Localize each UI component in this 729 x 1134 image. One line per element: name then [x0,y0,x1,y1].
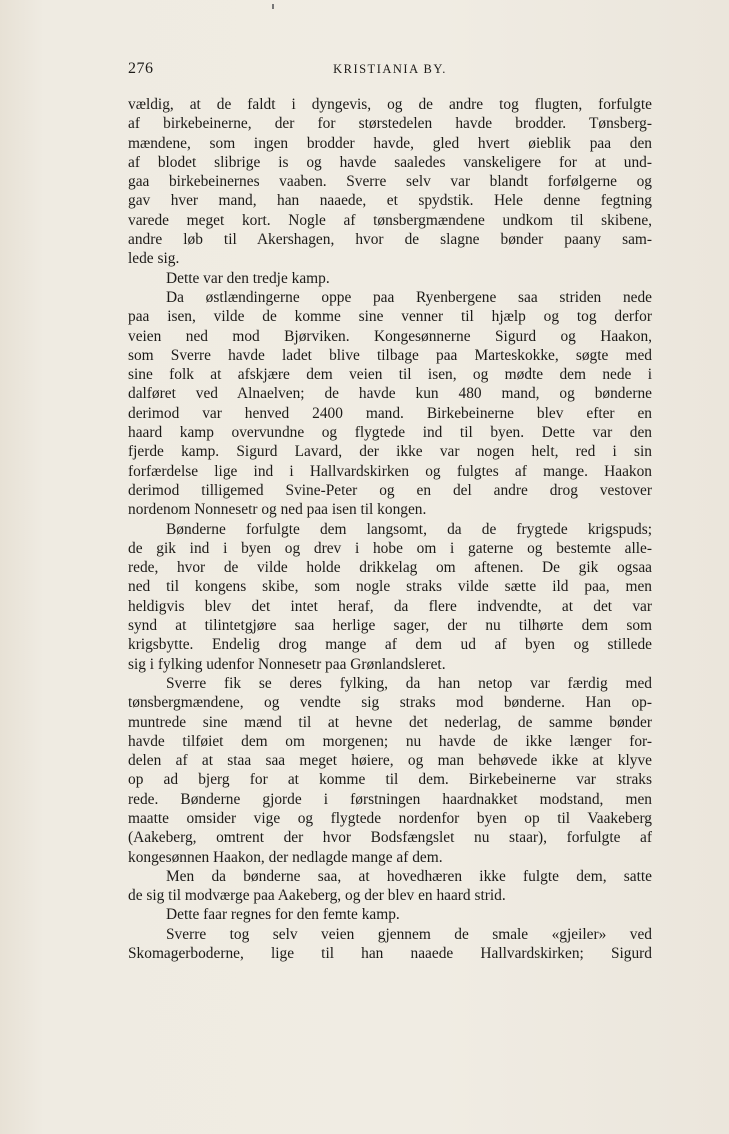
text-line: mændene, som ingen brodder havde, gled hvert øieblik paa den [128,134,652,152]
text-line: Sverre tog selv veien gjennem de smale «gjeiler» ved [166,925,652,943]
text-line: de gik ind i byen og drev i hobe om i gaterne og bestemte alle- [128,539,652,557]
text-line: maatte omsider vige og flygtede nordenfor byen op til Vaakeberg [128,809,652,827]
text-line: Men da bønderne saa, at hovedhæren ikke fulgte dem, satte [166,867,652,885]
text-line: vældig, at de faldt i dyngevis, og de andre tog flugten, forfulgte [128,96,652,113]
text-line: Sverre fik se deres fylking, da han netop var færdig med [166,674,652,692]
text-line: fjerde kamp. Sigurd Lavard, der ikke var nogen helt, red i sin [128,443,652,461]
text-line: lede sig. [128,250,180,268]
text-line: havde tilføiet dem om morgenen; nu havde de ikke længer for- [128,732,652,750]
text-line: synd at tilintetgjøre saa herlige sager, der nu tilhørte dem som [128,617,652,635]
text-line: forfærdelse lige ind i Hallvardskirken og fulgtes af mange. Haakon [128,462,652,480]
text-line: delen af at staa saa meget høiere, og man behøvede ikke at klyve [128,752,652,770]
page-header [128,60,652,82]
text-line: de sig til modværge paa Aakeberg, og der blev en haard strid. [128,887,506,905]
text-line: veien ned mod Bjørviken. Kongesønnerne Sigurd og Haakon, [128,327,652,345]
text-line: gaa birkebeinernes vaaben. Sverre selv var blandt forfølgerne og [128,173,652,191]
text-line: rede, hvor de vilde holde drikkelag om aftenen. De gik ogsaa [128,559,652,577]
text-line: tønsbergmændene, og vendte sig straks mod bønderne. Han op- [128,694,652,712]
scan-speck [272,4,274,9]
text-line: Bønderne forfulgte dem langsomt, da de frygtede krigspuds; [166,520,652,538]
page-number: 276 [128,60,154,77]
text-line: Da østlændingerne oppe paa Ryenbergene saa striden nede [166,288,652,306]
text-line: sine folk at afskjære dem veien til isen, og mødte dem nede i [128,366,652,384]
text-line: paa isen, vilde de komme sine venner til hjælp og tog derfor [128,308,652,326]
text-line: andre løb til Akershagen, hvor de slagne bønder paany sam- [128,231,652,249]
text-line: heldigvis blev det intet heraf, da flere indvendte, at det var [128,597,652,615]
text-line: ned til kongens skibe, som nogle straks vilde sætte ild paa, men [128,578,652,596]
text-line: sig i fylking udenfor Nonnesetr paa Grønlandsleret. [128,655,446,673]
text-line: rede. Bønderne gjorde i førstningen haardnakket modstand, men [128,790,652,808]
text-line: varede meget kort. Nogle af tønsbergmændene undkom til skibene, [128,211,652,229]
text-line: (Aakeberg, omtrent der hvor Bodsfængslet nu staar), forfulgte af [128,829,652,847]
text-line: dalføret ved Alnaelven; de havde kun 480 mand, og bønderne [128,385,652,403]
text-line: kongesønnen Haakon, der nedlagde mange af dem. [128,848,443,866]
text-line: nordenom Nonnesetr og ned paa isen til kongen. [128,501,427,519]
text-line: Skomagerboderne, lige til han naaede Hallvardskirken; Sigurd [128,945,652,963]
text-line: derimod tilligemed Svine-Peter og en del andre drog vestover [128,481,652,499]
text-line: som Sverre havde ladet blive tilbage paa Marteskokke, søgte med [128,346,652,364]
running-head: KRISTIANIA BY. [333,62,447,76]
text-line: haard kamp overvundne og flygtede ind til byen. Dette var den [128,424,652,442]
text-line: derimod var henved 2400 mand. Birkebeinerne blev efter en [128,404,652,422]
text-line: gav hver mand, han naaede, et spydstik. Hele denne fegtning [128,192,652,210]
text-line: op ad bjerg for at komme til dem. Birkebeinerne var straks [128,771,652,789]
text-line: muntrede sine mænd til at hevne det nederlag, de samme bønder [128,713,652,731]
text-line: af blodet slibrige is og havde saaledes vanskeligere for at und- [128,153,652,171]
text-line: Dette var den tredje kamp. [166,269,330,287]
body-text [128,95,652,963]
text-line: Dette faar regnes for den femte kamp. [166,906,400,924]
text-line: krigsbytte. Endelig drog mange af dem ud af byen og stillede [128,636,652,654]
text-line: af birkebeinerne, der for størstedelen havde brodder. Tønsberg- [128,115,652,133]
